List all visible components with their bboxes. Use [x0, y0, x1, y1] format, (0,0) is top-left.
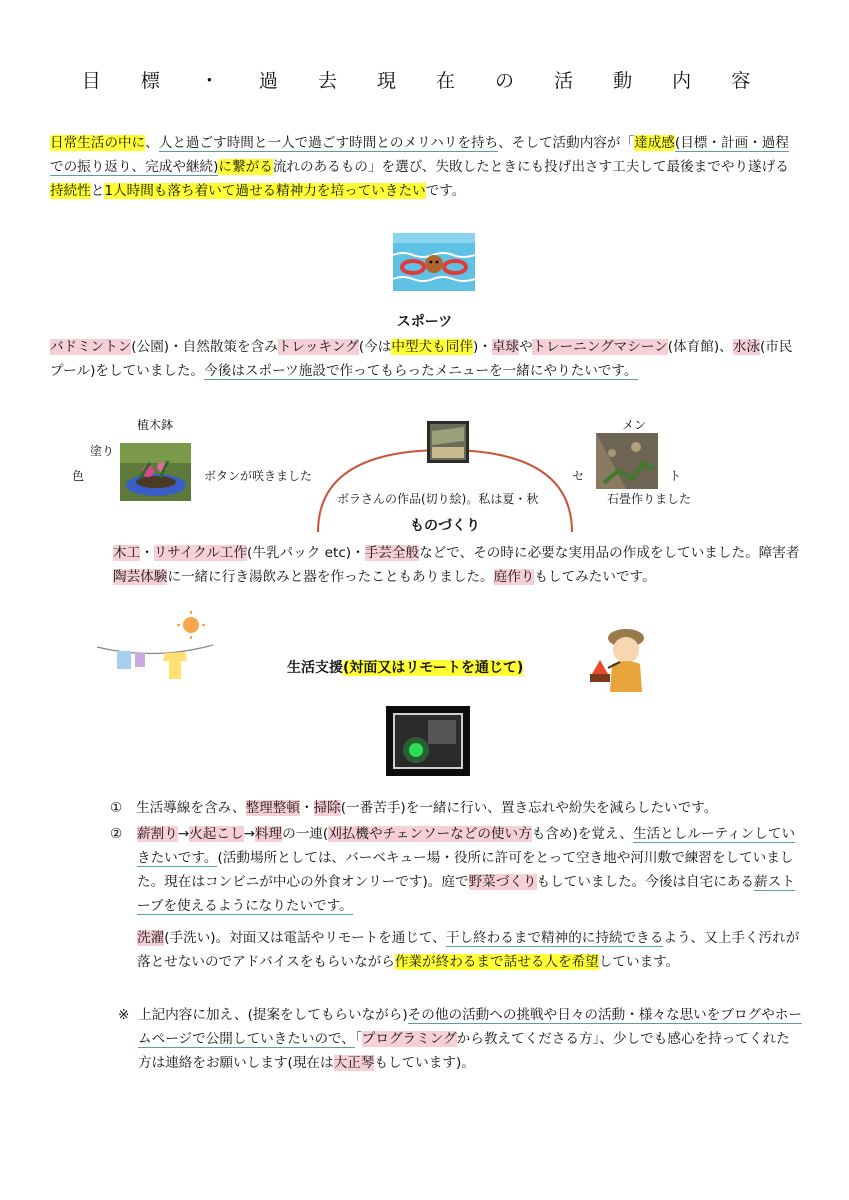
crafts-seg: 木工 [113, 545, 141, 561]
sports-paragraph [50, 335, 802, 383]
item1-seg: ・ [299, 800, 314, 816]
crafts-seg: もしてみたいです。 [534, 569, 656, 585]
note-mark: ※ [118, 1007, 130, 1023]
crafts-seg: 手芸全般 [364, 545, 420, 561]
caption-planter-left1: 塗り [90, 444, 115, 458]
item2-seg: もしていました。今後は自宅にある [536, 874, 755, 890]
sports-seg: (体育館)、 [667, 339, 733, 355]
note-seg: 上記内容に加え、(提案をしてもらいながら) [138, 1007, 408, 1023]
crafts-seg: などで、その時に必要な実用品の作成をしていました。障害者 [419, 545, 800, 561]
item1-seg: 掃除 [313, 800, 341, 816]
intro-seg: 達成感 [634, 135, 675, 151]
item3-seg: しています。 [598, 954, 680, 970]
note-seg: 「 [354, 1031, 362, 1047]
life-heading-sub: (対面又はリモートを通じて) [343, 660, 524, 676]
note-seg: その他の活動への挑戦や日々の活動・様々な思いをブログやホームページで公開していきたいので、 [138, 1007, 802, 1047]
item2-seg: 野菜づくり [468, 874, 537, 890]
sports-seg: トレッキング [277, 339, 359, 355]
paper-cutout-photo [427, 421, 469, 463]
sports-seg: トレーニングマシーン [532, 339, 668, 355]
intro-seg: 1人時間も落ち着いて過せる精神力を培っていきたい [104, 183, 426, 199]
caption-cement-left: セ [572, 469, 585, 483]
intro-seg: に繋がる [218, 159, 273, 175]
intro-paragraph [50, 131, 802, 203]
item2-seg: 刈払機やチェンソーなどの使い方 [328, 826, 532, 842]
intro-seg: 、そして活動内容が「 [498, 135, 635, 151]
item2-seg: 薪割り [137, 826, 178, 842]
intro-seg: 日常生活の中に [50, 135, 146, 151]
life-heading [287, 657, 523, 677]
item2-seg: (活動場所としては、バーベキュー場・役所に許可をとって空き地や河川敷で練習をしていました。現在はコンビニが中心の外食オンリーです)。庭で [137, 850, 794, 890]
crafts-seg: に一緒に行き湯飲みと器を作ったこともありました。 [167, 569, 494, 585]
campfire-person-illustration [580, 624, 655, 696]
sports-seg: バドミントン [50, 339, 132, 355]
sports-seg: (今は [358, 339, 392, 355]
intro-seg: 人と過ごす時間と一人で過ごす時間とのメリハリを持ち [158, 135, 499, 151]
sports-heading: スポーツ [396, 314, 453, 330]
intro-seg: (目標・計画・過程での振り返り、完成や継続) [50, 135, 789, 175]
caption-cement-top: メン [622, 418, 647, 432]
caption-cutout: ボラさんの作品(切り絵)。私は夏・秋 [337, 492, 539, 506]
item3-seg: 洗濯 [137, 930, 165, 946]
caption-planter-top: 植木鉢 [137, 418, 174, 432]
item-number: ② [110, 826, 123, 842]
sports-seg: (公園)・自然散策を含み [131, 339, 278, 355]
sports-seg: )・ [472, 339, 492, 355]
item2-seg: 薪ストーブを使えるようになりたいです。 [137, 874, 795, 914]
item2-seg: → [177, 826, 190, 842]
item3-seg: 作業が終わるまで話せる人を希望 [394, 954, 599, 970]
item2-seg: も含め)を覚え、 [531, 826, 633, 842]
item1-seg: (一番苦手)を一緒に行い、置き忘れや紛失を減らしたいです。 [340, 800, 718, 816]
note-seg: もしています)。 [374, 1055, 475, 1071]
item3-seg: 干し終わるまで精神的に持続できる [445, 930, 664, 946]
caption-cement-right: ト [669, 469, 682, 483]
life-item-3 [137, 926, 800, 974]
caption-stone: 石畳作りました [607, 492, 692, 506]
life-item-1 [110, 796, 800, 820]
wood-stove-photo [386, 706, 470, 776]
intro-seg: です。 [425, 183, 466, 199]
sports-seg: や [519, 339, 533, 355]
note-seg: から教えてくださる方」、少しでも感心を持ってくれた方は連絡をお願いします(現在は [138, 1031, 790, 1071]
item3-seg: よう、又上手く汚れが落とせないのでアドバイスをもらいながら [137, 930, 800, 970]
crafts-paragraph [113, 541, 803, 589]
crafts-seg: (牛乳パック etc)・ [247, 545, 365, 561]
sports-seg: 今後はスポーツ施設で作ってもらったメニューを一緒にやりたいです。 [204, 363, 638, 379]
intro-seg: 流れのあるもの」を選び、失敗したときにも投げ出さす工夫して最後までやり遂げる [272, 159, 789, 175]
crafts-seg: 陶芸体験 [113, 569, 168, 585]
crafts-seg: リサイクル工作 [153, 545, 248, 561]
sports-seg: 中型犬も同伴 [391, 339, 473, 355]
life-heading-main: 生活支援 [287, 660, 343, 676]
item2-seg: 料理 [254, 826, 283, 842]
closing-note [118, 1003, 802, 1075]
note-seg: プログラミング [361, 1031, 457, 1047]
intro-seg: 、 [145, 135, 159, 151]
note-seg: 大正琴 [333, 1055, 375, 1071]
page-title: 目 標 ・ 過 去 現 在 の 活 動 内 容 [81, 70, 768, 92]
stone-paving-photo [596, 433, 658, 489]
item2-seg: の一連( [282, 826, 329, 842]
crafts-seg: ・ [140, 545, 154, 561]
item3-seg: (手洗い)。対面又は電話やリモートを通じて、 [164, 930, 446, 946]
sports-seg: (市民プール)をしていました。 [50, 339, 793, 379]
swimming-pool-illustration [393, 233, 475, 291]
intro-seg: と [90, 183, 105, 199]
item2-seg: 火起こし [189, 826, 244, 842]
laundry-line-illustration [95, 609, 215, 691]
life-item-2 [110, 822, 800, 918]
item1-seg: 整理整頓 [245, 800, 300, 816]
item2-seg: 生活としルーティンしていきたいです。 [137, 826, 796, 866]
caption-bloom: ボタンが咲きました [204, 469, 313, 483]
item2-seg: → [243, 826, 255, 842]
intro-seg: 持続性 [50, 183, 91, 199]
crafts-heading: ものづくり [410, 518, 480, 534]
caption-planter-left2: 色 [72, 469, 85, 483]
sports-seg: 卓球 [491, 339, 520, 355]
item1-seg: 生活導線を含み、 [136, 800, 246, 816]
painted-tire-planter-photo [120, 443, 191, 501]
item-number: ① [110, 800, 123, 816]
crafts-seg: 庭作り [493, 569, 535, 585]
sports-seg: 水泳 [732, 339, 760, 355]
